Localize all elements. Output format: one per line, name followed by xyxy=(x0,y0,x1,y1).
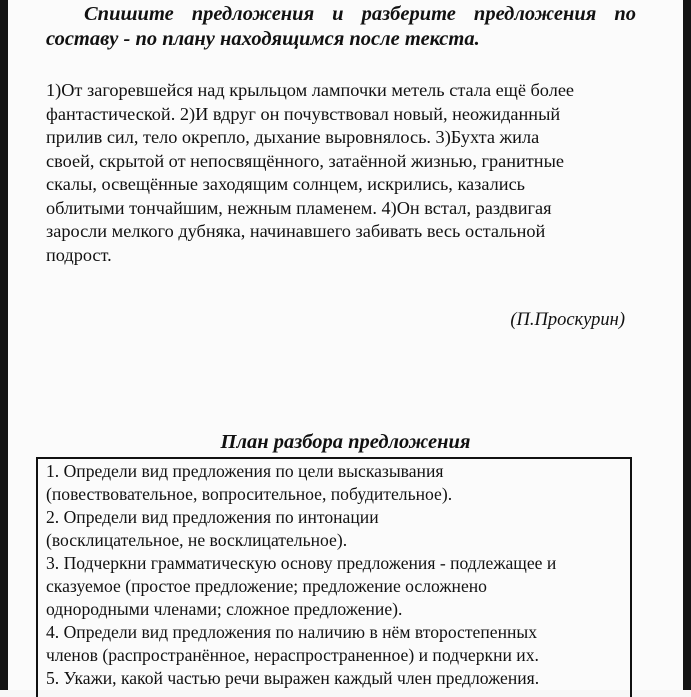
text-line: подрост. xyxy=(46,244,112,265)
text-line: облитыми тончайшим, нежным пламенем. 4)Он встал, раздвигая xyxy=(46,197,552,218)
author-attribution: (П.Проскурин) xyxy=(510,310,625,330)
task-title-line-1: Спишите предложения и разберите предложения по xyxy=(84,3,636,25)
text-line: своей, скрытой от непосвящённого, затаённой жизнью, гранитные xyxy=(46,150,564,171)
document-page xyxy=(8,0,683,690)
plan-line: 5. Укажи, какой частью речи выражен каждый член предложения. xyxy=(46,668,540,688)
plan-line: 1. Определи вид предложения по цели высказывания xyxy=(46,461,444,481)
plan-line: 2. Определи вид предложения по интонации xyxy=(46,507,379,527)
plan-line: (восклицательное, не восклицательное). xyxy=(46,530,348,550)
plan-line: 4. Определи вид предложения по наличию в нём второстепенных xyxy=(46,622,538,642)
plan-title: План разбора предложения xyxy=(220,431,471,453)
text-line: прилив сил, тело окрепло, дыхание выровнялось. 3)Бухта жила xyxy=(46,127,540,147)
text-line: фантастической. 2)И вдруг он почувствовал новый, неожиданный xyxy=(46,103,561,124)
right-scan-border xyxy=(683,0,691,690)
plan-line: однородными членами; сложное предложение). xyxy=(46,599,403,619)
text-line: скалы, освещённые заходящим солнцем, искрились, казались xyxy=(46,174,526,194)
exercise-text xyxy=(46,79,631,267)
plan-line: 3. Подчеркни грамматическую основу предложения - подлежащее и xyxy=(46,553,557,573)
task-title xyxy=(46,2,636,52)
plan-line: сказуемое (простое предложение; предложение осложнено xyxy=(46,576,487,596)
task-title-line-2: составу - по плану находящимся после текста. xyxy=(46,28,480,50)
plan-line: членов (распространённое, нераспространенное) и подчеркни их. xyxy=(46,645,539,665)
text-line: 1)От загоревшейся над крыльцом лампочки метель стала ещё более xyxy=(46,80,575,100)
left-scan-border xyxy=(0,0,8,690)
text-line: заросли мелкого дубняка, начинавшего забивать весь остальной xyxy=(46,221,546,241)
plan-line: (повествовательное, вопросительное, побудительное). xyxy=(46,484,453,504)
plan-box xyxy=(36,457,632,697)
